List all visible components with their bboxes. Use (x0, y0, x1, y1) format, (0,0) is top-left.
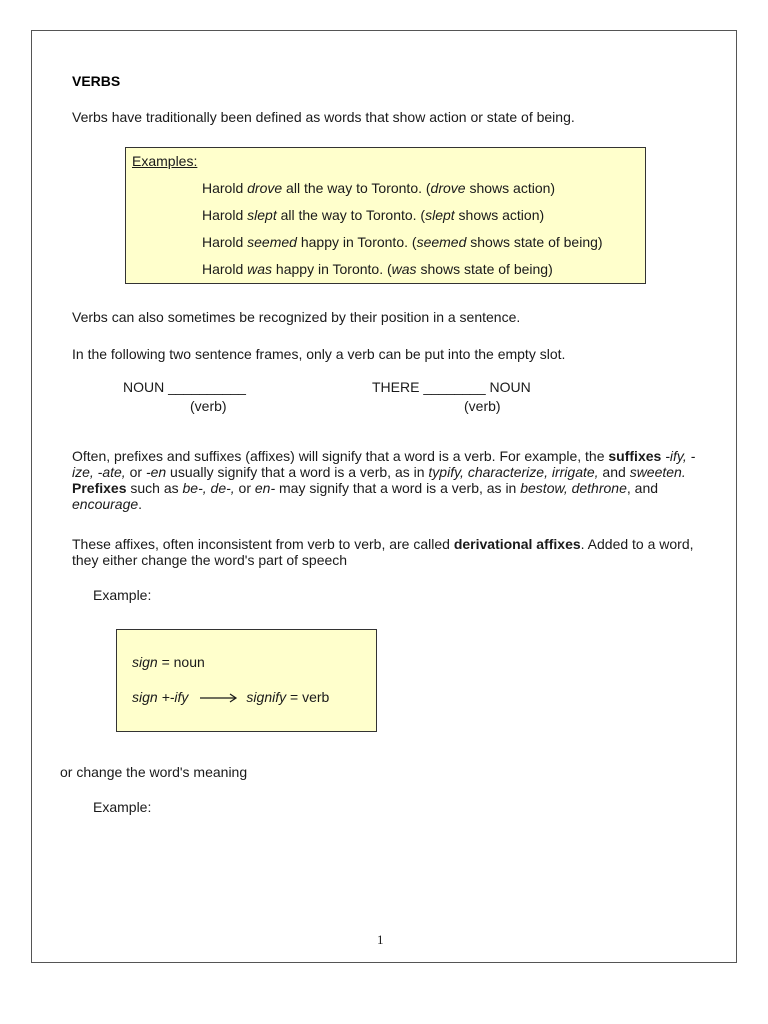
sentence-frame-2: THERE ________ NOUN (372, 379, 531, 395)
affixes-paragraph: Often, prefixes and suffixes (affixes) will signify that a word is a verb. For example, the suffixes -ify, -ize, -ate, or -en usually signify that a word is a verb, as in typify, characterize, irrigate, and sweeten. Prefixes such as be-, de-, or en- may signify that a word is a verb, as in bestow, dethrone, and encourage. (72, 448, 696, 512)
signify-verb-line: sign +-ify signify = verb (132, 689, 330, 705)
sentence-frame-1: NOUN __________ (123, 379, 246, 395)
derivational-affixes-paragraph: These affixes, often inconsistent from verb to verb, are called derivational affixes. Added to a word, they either change the word's part of speech (72, 536, 694, 568)
example-label: Example: (93, 587, 152, 603)
sentence-frame-1-slot-label: (verb) (190, 398, 227, 414)
right-arrow-icon (200, 690, 238, 706)
intro-paragraph: Verbs have traditionally been defined as words that show action or state of being. (72, 109, 575, 125)
meaning-paragraph: or change the word's meaning (60, 764, 248, 780)
example-line-3: Harold seemed happy in Toronto. (seemed shows state of being) (202, 234, 603, 250)
example-label-2: Example: (93, 799, 152, 815)
position-paragraph: Verbs can also sometimes be recognized by their position in a sentence. (72, 309, 521, 325)
page-heading: VERBS (72, 73, 121, 89)
example-line-4: Harold was happy in Toronto. (was shows state of being) (202, 261, 553, 277)
example-line-1: Harold drove all the way to Toronto. (drove shows action) (202, 180, 556, 196)
sentence-frame-2-slot-label: (verb) (464, 398, 501, 414)
document-page (31, 30, 737, 963)
page-number: 1 (377, 932, 384, 947)
sign-noun-line: sign = noun (132, 654, 205, 670)
frames-paragraph: In the following two sentence frames, only a verb can be put into the empty slot. (72, 346, 566, 362)
sign-example-box (116, 629, 377, 732)
example-line-2: Harold slept all the way to Toronto. (slept shows action) (202, 207, 545, 223)
examples-box (125, 147, 646, 284)
examples-label: Examples: (132, 153, 198, 169)
